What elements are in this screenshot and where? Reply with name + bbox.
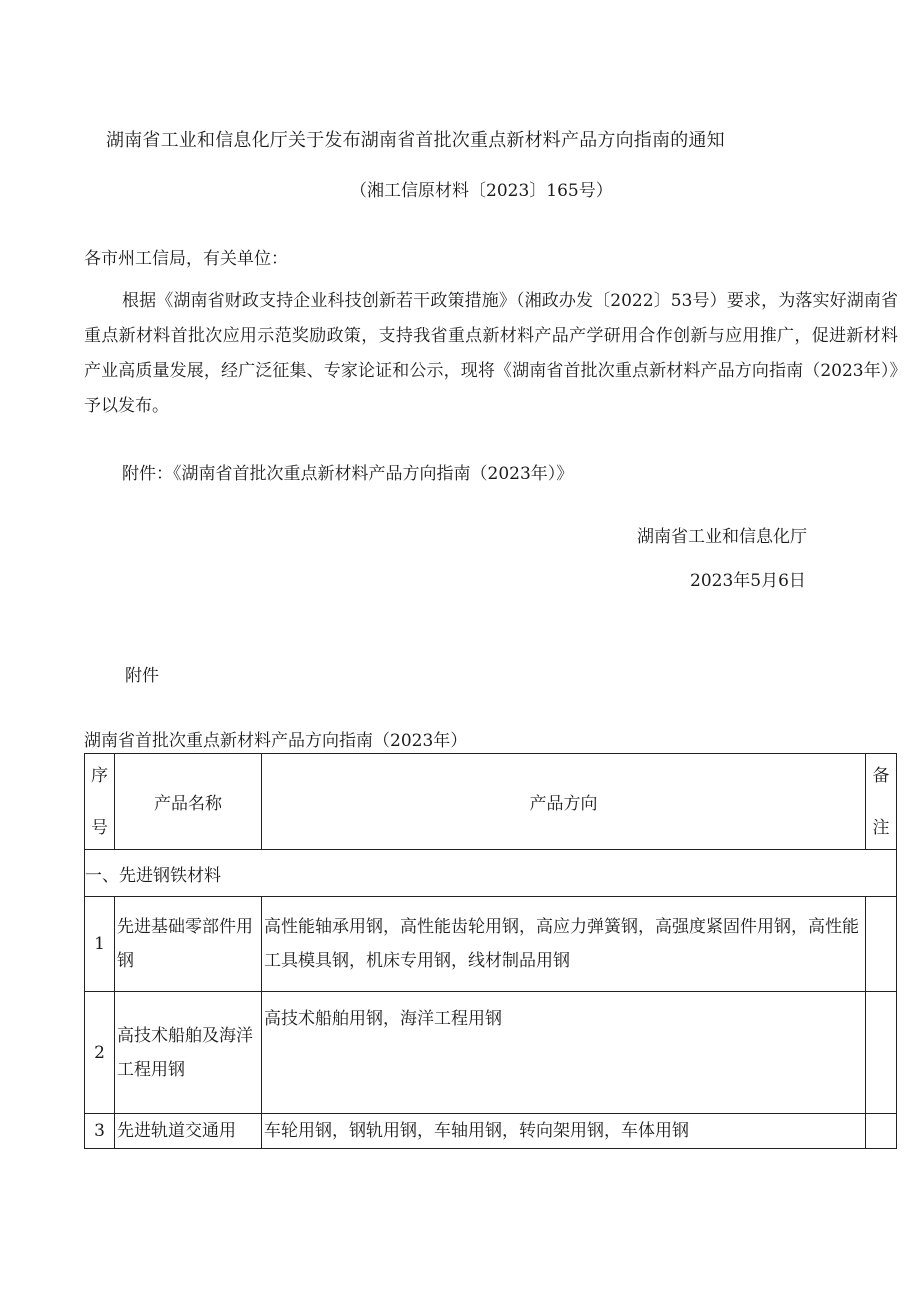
body-paragraph: 根据《湖南省财政支持企业科技创新若干政策措施》（湘政办发〔2022〕53号）要求，为落实好湖南省重点新材料首批次应用示范奖励政策，支持我省重点新材料产品产学研用合作创新与应用推广，促进新材料产业高质量发展，经广泛征集、专家论证和公示，现将《湖南省首批次重点新材料产品方向指南（2023年）》予以发布。 xyxy=(84,291,898,416)
row-note xyxy=(866,992,897,1114)
category-label: 一、先进钢铁材料 xyxy=(85,850,897,897)
row-note xyxy=(866,897,897,992)
notice-title: 湖南省工业和信息化厅关于发布湖南省首批次重点新材料产品方向指南的通知 xyxy=(106,130,725,151)
category-row xyxy=(85,850,897,897)
row-no: 1 xyxy=(85,897,115,992)
header-direction: 产品方向 xyxy=(262,754,866,850)
header-name: 产品名称 xyxy=(115,754,262,850)
signature-organization: 湖南省工业和信息化厅 xyxy=(637,527,807,547)
header-note-bottom: 注 xyxy=(872,817,890,838)
table-row xyxy=(85,897,897,992)
product-direction-table xyxy=(84,753,897,1149)
attachment-heading: 附件 xyxy=(125,666,159,686)
table-row xyxy=(85,992,897,1114)
signature-date: 2023年5月6日 xyxy=(690,571,806,591)
header-no xyxy=(85,754,115,850)
salutation: 各市州工信局，有关单位： xyxy=(84,249,288,269)
table-header-row xyxy=(85,754,897,850)
row-product-direction: 高性能轴承用钢，高性能齿轮用钢，高应力弹簧钢，高强度紧固件用钢，高性能工具模具钢，机床专用钢，线材制品用钢 xyxy=(262,897,866,992)
header-note xyxy=(866,754,897,850)
guide-title: 湖南省首批次重点新材料产品方向指南（2023年） xyxy=(84,731,468,751)
row-product-direction: 车轮用钢，钢轨用钢，车轴用钢，转向架用钢，车体用钢 xyxy=(262,1114,866,1149)
header-no-top: 序 xyxy=(91,765,108,786)
attachment-reference: 附件：《湖南省首批次重点新材料产品方向指南（2023年）》 xyxy=(122,464,574,484)
row-no: 3 xyxy=(85,1114,115,1149)
header-no-bottom: 号 xyxy=(91,817,108,838)
row-note xyxy=(866,1114,897,1149)
row-no: 2 xyxy=(85,992,115,1114)
row-product-name: 先进基础零部件用钢 xyxy=(115,897,262,992)
document-number: （湘工信原材料〔2023〕165号） xyxy=(350,181,613,201)
row-product-direction: 高技术船舶用钢，海洋工程用钢 xyxy=(262,992,866,1114)
table-row xyxy=(85,1114,897,1149)
row-product-name: 先进轨道交通用 xyxy=(115,1114,262,1149)
header-note-top: 备 xyxy=(872,765,890,786)
row-product-name: 高技术船舶及海洋工程用钢 xyxy=(115,992,262,1114)
